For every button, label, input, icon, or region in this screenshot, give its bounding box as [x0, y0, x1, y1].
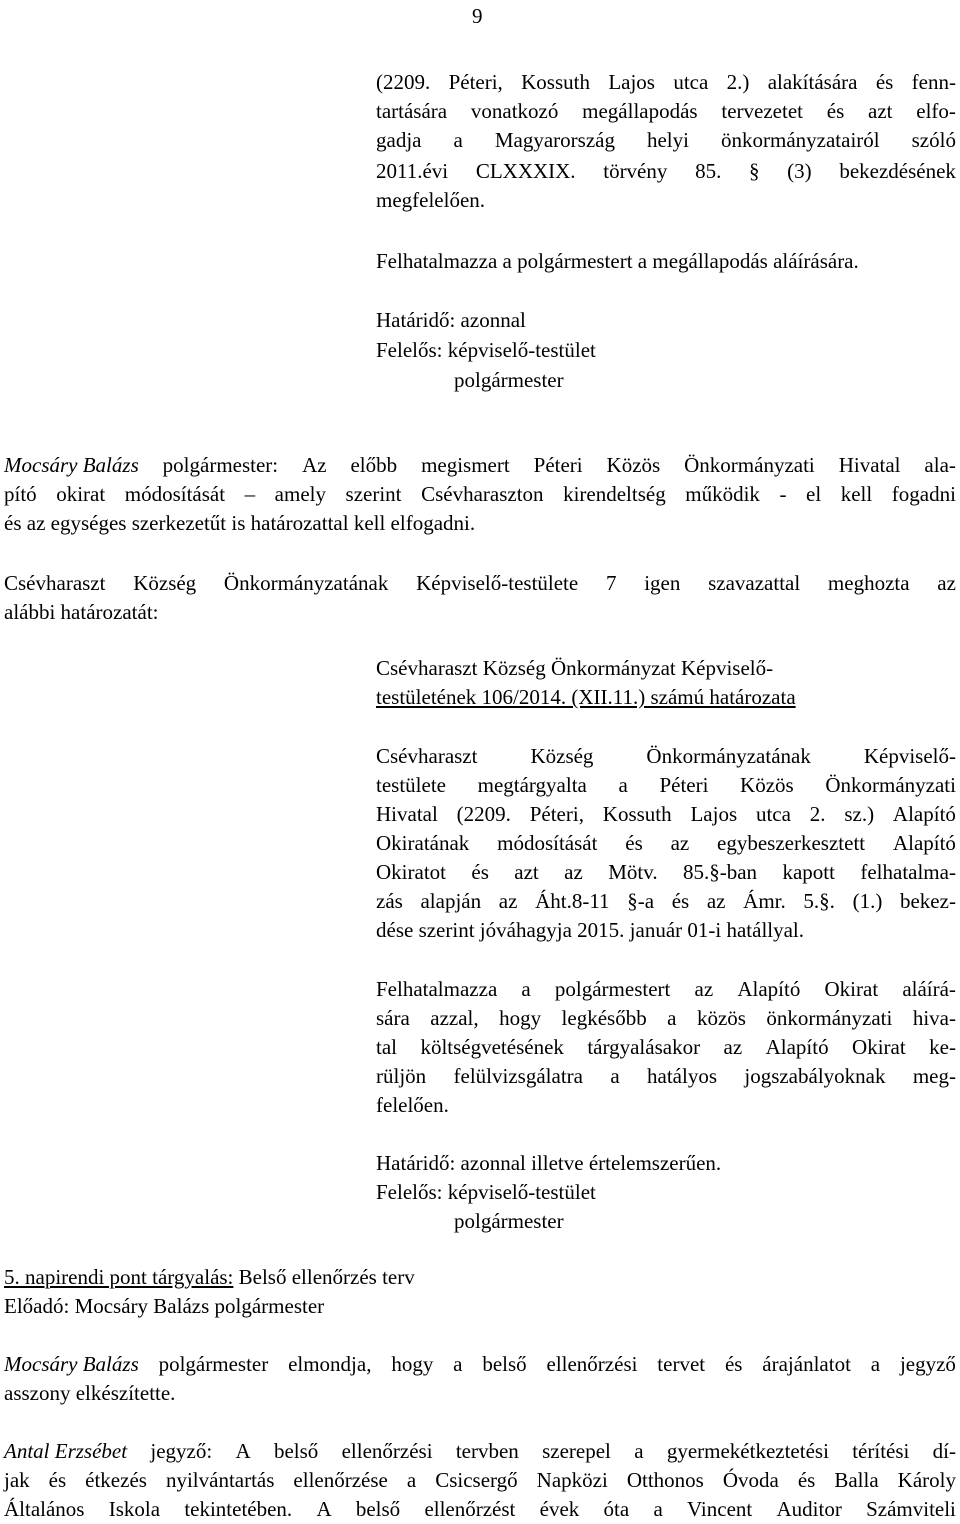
word: polgármestert: [554, 977, 671, 1001]
text-line: [4, 1437, 956, 1466]
word: az: [937, 571, 956, 595]
word: Hivatal: [838, 453, 901, 477]
word: Képviselő-: [863, 744, 956, 768]
word: belső: [355, 1497, 401, 1521]
word: jogszabályoknak: [744, 1064, 886, 1088]
responsible: Felelős: képviselő-testület: [376, 1180, 596, 1204]
agenda-topic: Belső ellenőrzés terv: [233, 1265, 415, 1289]
word: jegyző:: [150, 1439, 213, 1463]
word: árajánlatot: [762, 1352, 851, 1376]
agenda-presenter: Előadó: Mocsáry Balázs polgármester: [4, 1294, 325, 1318]
word: Auditor: [776, 1497, 842, 1521]
word: Péteri,: [448, 70, 503, 94]
word: hatályos: [647, 1064, 717, 1088]
word: A: [316, 1497, 332, 1521]
word: nyilvántartás: [165, 1468, 275, 1492]
word: azt: [514, 860, 539, 884]
word: hogy: [391, 1352, 434, 1376]
word: kapott: [782, 860, 835, 884]
word: 5.§.: [803, 889, 835, 913]
word: a: [406, 1468, 417, 1492]
text-line: [376, 1033, 956, 1062]
word: (2209.: [456, 802, 511, 826]
word: A: [235, 1439, 251, 1463]
text-line: dése szerint jóváhagyja 2015. január 01-i hatállyal.: [376, 918, 805, 942]
text-line: [376, 126, 956, 155]
word: módosítását: [124, 482, 226, 506]
word: elfo-: [916, 99, 956, 123]
word: a: [453, 1352, 463, 1376]
word: ellenőrzése: [293, 1468, 388, 1492]
word: szerint: [345, 482, 402, 506]
word: helyi: [646, 128, 689, 152]
word: gadja: [376, 128, 422, 152]
word: az: [723, 1035, 743, 1059]
word: Számviteli: [866, 1497, 956, 1521]
word: jak: [4, 1468, 30, 1492]
word: Önkormányzatának: [223, 571, 389, 595]
word: Önkormányzati: [684, 453, 815, 477]
word: hiva-: [912, 1006, 956, 1030]
word: a: [453, 128, 463, 152]
word: óta: [603, 1497, 630, 1521]
word: és: [625, 831, 643, 855]
word: polgármester:: [162, 453, 279, 477]
word: 85.§-ban: [682, 860, 758, 884]
justified-line: [4, 1437, 956, 1466]
justified-line: [376, 157, 956, 186]
word: törvény: [603, 159, 668, 183]
justified-line: [376, 742, 956, 771]
word: rüljön: [376, 1064, 427, 1088]
word: meg-: [912, 1064, 956, 1088]
word: Ámr.: [743, 889, 786, 913]
word: azzal,: [430, 1006, 479, 1030]
word: §-a: [627, 889, 655, 913]
text-line: [376, 1062, 956, 1091]
word: és: [875, 70, 894, 94]
word: megtárgyalta: [477, 773, 587, 797]
justified-line: [4, 569, 956, 598]
justified-line: [376, 829, 956, 858]
word: a: [634, 1439, 644, 1463]
word: Csicsergő: [435, 1468, 518, 1492]
responsible-mayor: polgármester: [454, 368, 564, 392]
agenda-label: 5. napirendi pont tárgyalás:: [4, 1265, 234, 1289]
deadline: Határidő: azonnal illetve értelemszerűen.: [376, 1151, 722, 1175]
word: Csévharaszt: [376, 744, 478, 768]
word: Község: [133, 571, 197, 595]
word: aláírá-: [902, 977, 956, 1001]
justified-line: [376, 126, 956, 155]
word: ke-: [929, 1035, 956, 1059]
justified-line: [4, 1495, 956, 1524]
word: és: [471, 860, 489, 884]
justified-line: [376, 1004, 956, 1033]
word: 2.: [809, 802, 826, 826]
word: felhatalma-: [860, 860, 956, 884]
speaker-name: Antal Erzsébet: [4, 1439, 128, 1463]
word: ellenőrzést: [424, 1497, 516, 1521]
word: legkésőbb: [561, 1006, 647, 1030]
text-line: [376, 975, 956, 1004]
word: és: [724, 1352, 743, 1376]
word: kell: [840, 482, 873, 506]
justified-line: [4, 1350, 956, 1379]
word: Áht.8-11: [535, 889, 610, 913]
text-line: és az egységes szerkezetűt is határozattal kell elfogadni.: [4, 511, 476, 535]
word: térítési: [852, 1439, 910, 1463]
word: –: [244, 482, 256, 506]
word: Lajos: [608, 70, 655, 94]
word: költségvetésének: [420, 1035, 564, 1059]
word: étkezés: [85, 1468, 147, 1492]
word: és: [797, 1468, 816, 1492]
word: egybeszerkesztett: [717, 831, 866, 855]
word: ellenőrzési: [546, 1352, 638, 1376]
word: tartására: [376, 99, 448, 123]
word: vonatkozó: [470, 99, 559, 123]
justified-line: [376, 97, 956, 126]
word: 2011.évi: [376, 159, 449, 183]
text-line: [4, 1350, 956, 1379]
word: Otthonos: [626, 1468, 704, 1492]
text-line: [376, 157, 956, 186]
text-line: [376, 68, 956, 97]
word: tervezetet: [721, 99, 803, 123]
word: pító: [4, 482, 37, 506]
text-line: felelően.: [376, 1093, 449, 1117]
text-line: [376, 771, 956, 800]
word: a: [653, 1497, 663, 1521]
word: sz.): [844, 802, 875, 826]
word: Mötv.: [608, 860, 658, 884]
word: Kossuth: [521, 70, 590, 94]
word: alapján: [420, 889, 482, 913]
word: évek: [539, 1497, 580, 1521]
word: Alapító: [892, 831, 956, 855]
word: hogy: [499, 1006, 542, 1030]
word: ala-: [924, 453, 956, 477]
responsible: Felelős: képviselő-testület: [376, 338, 596, 362]
text-line: [376, 742, 956, 771]
word: Hivatal: [376, 802, 438, 826]
word: el: [806, 482, 822, 506]
word: és: [671, 889, 690, 913]
agenda-heading: [4, 1263, 415, 1292]
text-line: [376, 97, 956, 126]
word: tervet: [657, 1352, 706, 1376]
word: Péteri,: [529, 802, 584, 826]
word: Óvoda: [722, 1468, 779, 1492]
justified-line: [376, 887, 956, 916]
speaker-name: Mocsáry Balázs: [4, 453, 139, 477]
word: testülete: [376, 773, 446, 797]
justified-line: [376, 975, 956, 1004]
word: az: [694, 977, 714, 1001]
word: előbb: [350, 453, 398, 477]
word: Önkormányzatának: [646, 744, 811, 768]
word: Alapító: [892, 802, 956, 826]
word: tal: [376, 1035, 397, 1059]
word: utca: [755, 802, 791, 826]
word: Közös: [740, 773, 794, 797]
word: Alapító: [737, 977, 801, 1001]
word: a: [667, 1006, 677, 1030]
justified-line: [4, 480, 956, 509]
word: §: [748, 159, 760, 183]
word: az: [670, 831, 690, 855]
word: önkormányzatairól: [721, 128, 880, 152]
word: belső: [482, 1352, 527, 1376]
word: és: [826, 99, 845, 123]
word: Felhatalmazza: [376, 977, 498, 1001]
word: alakítására: [767, 70, 858, 94]
text-line: [376, 887, 956, 916]
word: kirendeltség: [563, 482, 666, 506]
word: (3): [787, 159, 812, 183]
text-line: [4, 569, 956, 598]
word: tekintetében.: [184, 1497, 293, 1521]
word: tervben: [455, 1439, 519, 1463]
word: önkormányzati: [766, 1006, 893, 1030]
justified-line: [376, 1062, 956, 1091]
word: megállapodás: [582, 99, 698, 123]
word: a: [870, 1352, 881, 1376]
word: (1.): [852, 889, 883, 913]
justified-line: [4, 451, 956, 480]
resolution-title: testületének 106/2014. (XII.11.) számú határozata: [376, 685, 796, 709]
word: működik: [685, 482, 760, 506]
resolution-title: Csévharaszt Község Önkormányzat Képviselő-: [376, 656, 774, 680]
word: bekezdésének: [839, 159, 956, 183]
word: Az: [302, 453, 327, 477]
deadline: Határidő: azonnal: [376, 308, 526, 332]
text-line: asszony elkészítette.: [4, 1381, 176, 1405]
text-line: [376, 800, 956, 829]
word: sára: [376, 1006, 410, 1030]
text-line: [376, 858, 956, 887]
word: -: [779, 482, 787, 506]
word: 2.): [726, 70, 750, 94]
word: Vincent: [687, 1497, 753, 1521]
word: zás: [376, 889, 403, 913]
word: Balla: [834, 1468, 879, 1492]
word: Okiratának: [376, 831, 470, 855]
word: Magyarország: [494, 128, 615, 152]
justified-line: [376, 1033, 956, 1062]
justified-line: [376, 858, 956, 887]
page-number: 9: [472, 4, 483, 28]
word: dí-: [932, 1439, 956, 1463]
word: bekez-: [899, 889, 956, 913]
word: Általános: [4, 1497, 85, 1521]
word: Képviselő-testülete: [416, 571, 579, 595]
word: az: [564, 860, 583, 884]
word: Csévharaszton: [421, 482, 544, 506]
word: Okirat: [852, 1035, 906, 1059]
word: Napközi: [536, 1468, 608, 1492]
word: Péteri: [533, 453, 583, 477]
text-line: megfelelően.: [376, 188, 486, 212]
word: és: [48, 1468, 67, 1492]
word: Alapító: [765, 1035, 829, 1059]
word: az: [706, 889, 726, 913]
word: azt: [868, 99, 893, 123]
word: Károly: [897, 1468, 956, 1492]
word: Kossuth: [602, 802, 672, 826]
word: 7: [605, 571, 617, 595]
justified-line: [4, 1466, 956, 1495]
word: jegyző: [899, 1352, 956, 1376]
responsible-mayor: polgármester: [454, 1209, 564, 1233]
text-line: [376, 829, 956, 858]
speaker-name: Mocsáry Balázs: [4, 1352, 139, 1376]
text-line: [4, 1466, 956, 1495]
word: a: [610, 1064, 620, 1088]
word: ellenőrzési: [341, 1439, 433, 1463]
word: a: [618, 773, 628, 797]
word: Önkormányzati: [825, 773, 956, 797]
word: (2209.: [376, 70, 431, 94]
word: Község: [530, 744, 594, 768]
word: Okirat: [824, 977, 879, 1001]
word: igen: [644, 571, 681, 595]
word: Közös: [606, 453, 661, 477]
word: módosítását: [497, 831, 598, 855]
word: szavazattal: [708, 571, 801, 595]
word: Okiratot: [376, 860, 446, 884]
word: megismert: [421, 453, 510, 477]
word: Péteri: [659, 773, 709, 797]
word: fenn-: [911, 70, 956, 94]
justified-line: [376, 800, 956, 829]
word: az: [498, 889, 518, 913]
word: meghozta: [827, 571, 910, 595]
word: Lajos: [690, 802, 738, 826]
text-line: alábbi határozatát:: [4, 600, 159, 624]
word: CLXXXIX.: [475, 159, 576, 183]
word: Csévharaszt: [4, 571, 106, 595]
word: a: [521, 977, 531, 1001]
justified-line: [376, 771, 956, 800]
word: amely: [274, 482, 326, 506]
text-line: [376, 1004, 956, 1033]
word: fogadni: [891, 482, 956, 506]
word: belső: [273, 1439, 319, 1463]
justified-line: [376, 68, 956, 97]
word: szerepel: [542, 1439, 611, 1463]
text-line: [4, 451, 956, 480]
word: tárgyalásakor: [587, 1035, 701, 1059]
text-line: [4, 480, 956, 509]
word: elmondja,: [288, 1352, 372, 1376]
word: szóló: [911, 128, 956, 152]
word: Iskola: [108, 1497, 161, 1521]
word: 85.: [695, 159, 722, 183]
authorization-text: Felhatalmazza a polgármestert a megállapodás aláírására.: [376, 249, 859, 273]
word: okirat: [56, 482, 106, 506]
word: polgármester: [158, 1352, 269, 1376]
word: utca: [673, 70, 709, 94]
word: gyermekétkeztetési: [666, 1439, 829, 1463]
text-line: [4, 1495, 956, 1524]
word: felülvizsgálatra: [453, 1064, 583, 1088]
word: közös: [696, 1006, 746, 1030]
